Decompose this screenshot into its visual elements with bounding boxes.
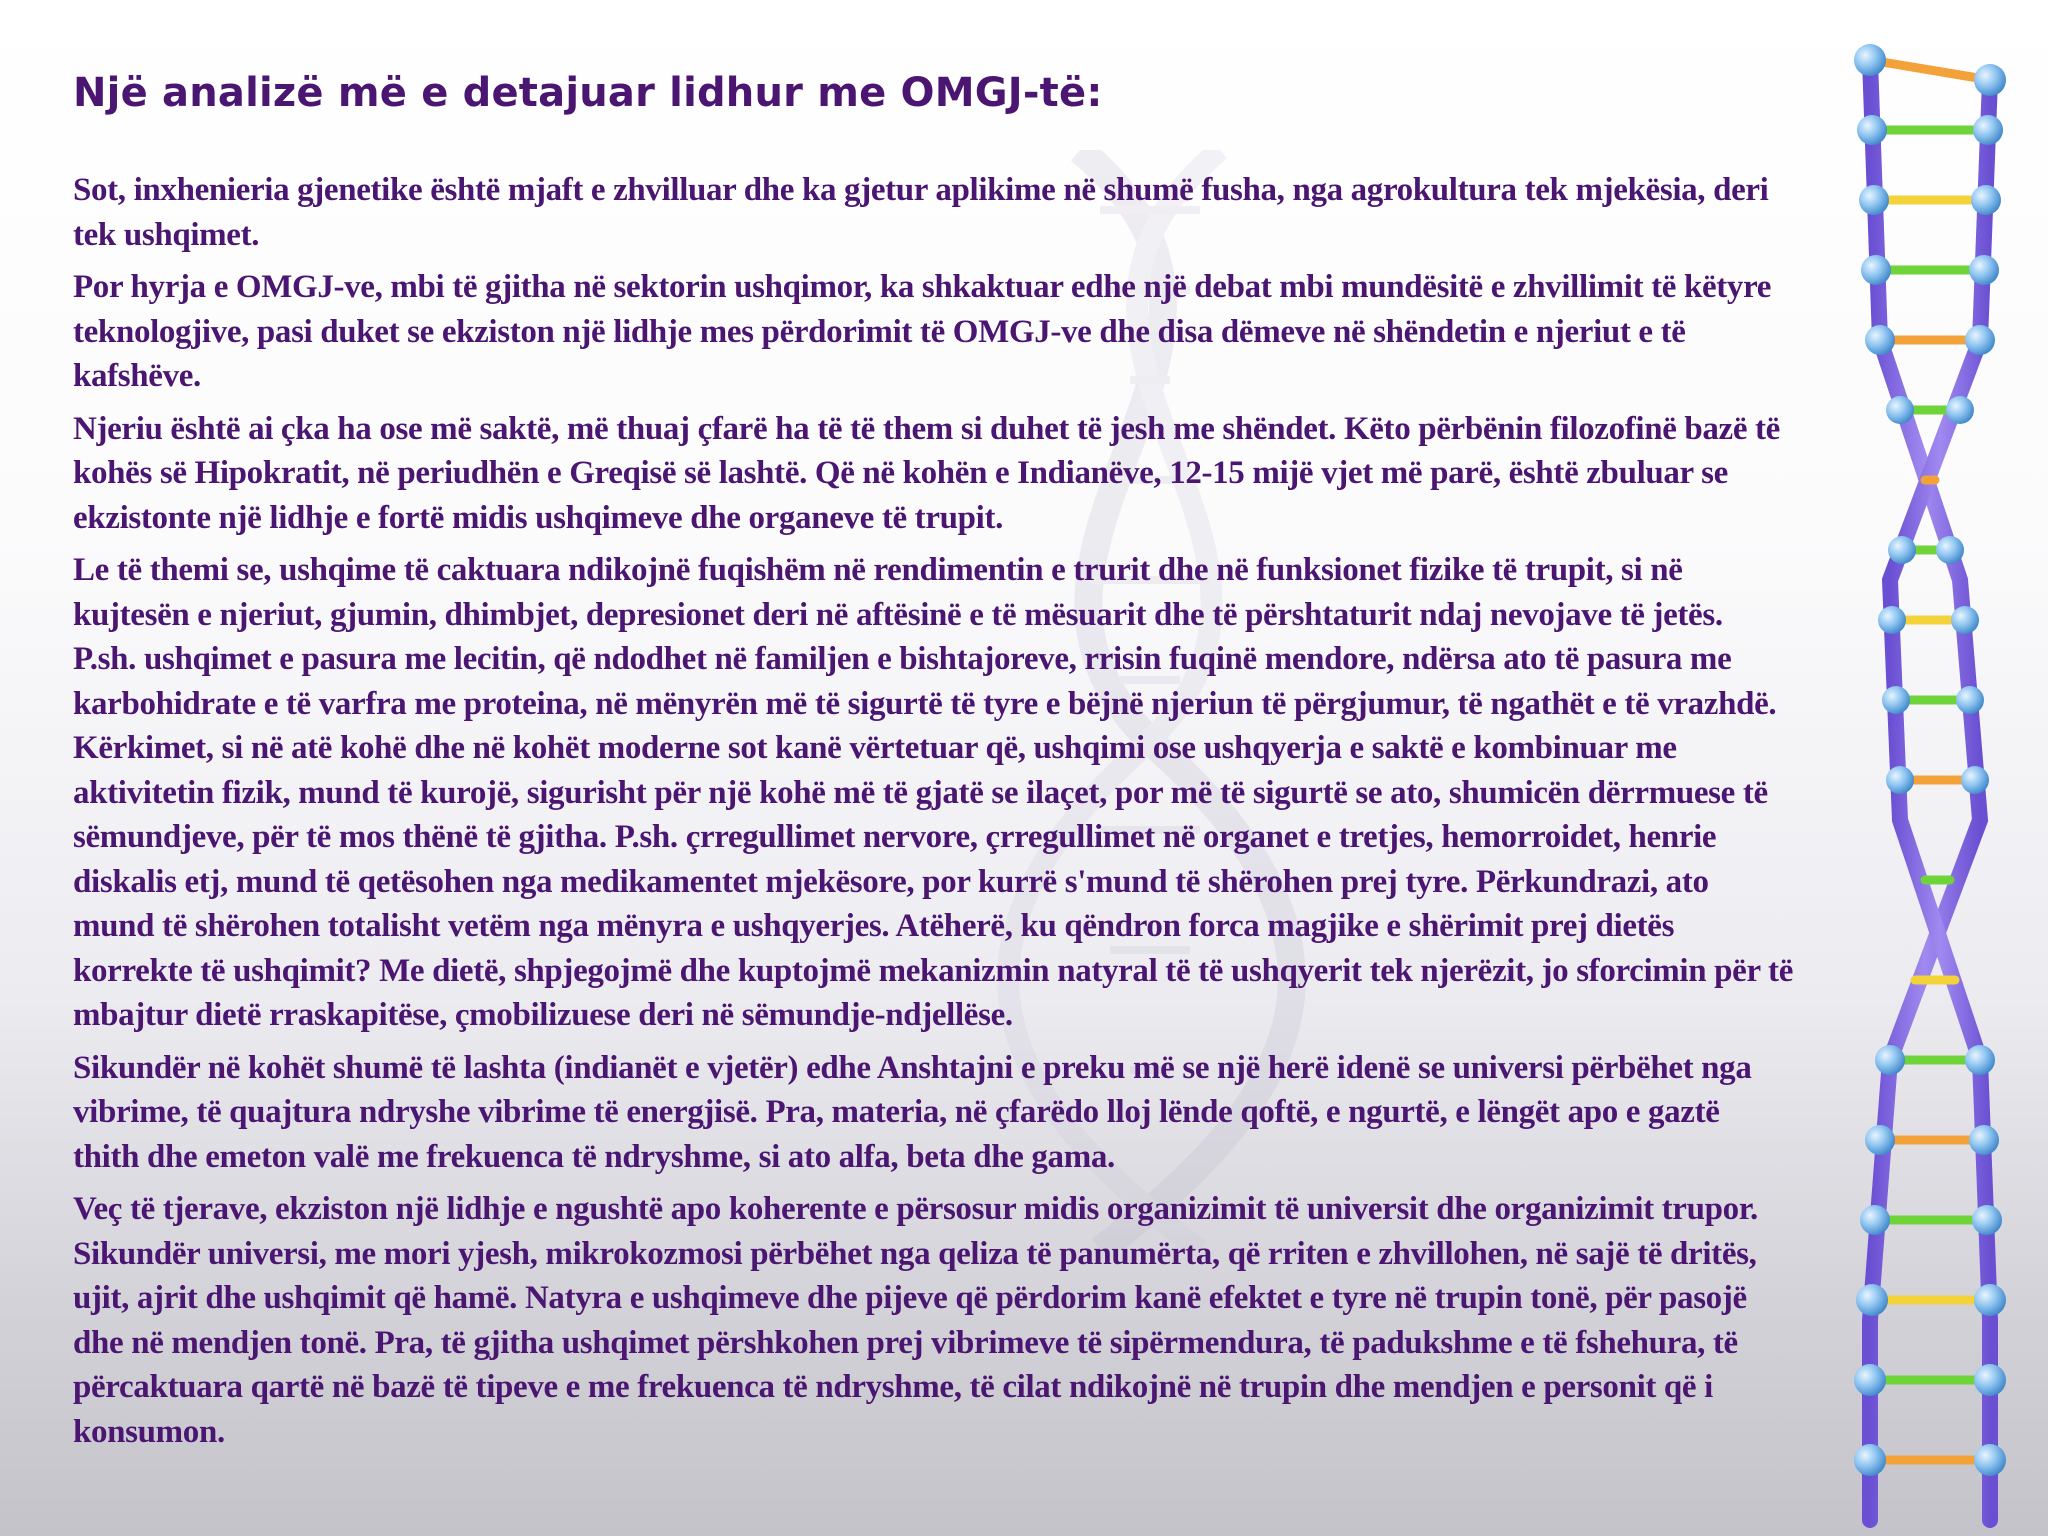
paragraph-3: Njeriu është ai çka ha ose më saktë, më thuaj çfarë ha të të them si duhet të jesh me shëndet. Këto përbënin filozofinë bazë të kohës së Hipokratit, në periudhën e Greqisë së lashtë. Që në kohën e Indianëve, 12-15 mijë vjet më parë, është zbuluar se ekzistonte një lidhje e fortë midis ushqimeve dhe organeve të trupit. bbox=[73, 410, 1780, 536]
paragraph-5: Sikundër në kohët shumë të lashta (indianët e vjetër) edhe Anshtajni e preku më se një herë idenë se universi përbëhet nga vibrime, të quajtura ndryshe vibrime të energjisë. Pra, materia, në çfarëdo lloj lënde qoftë, e ngurtë, e lëngët apo e gaztë thith dhe emeton valë me frekuenca të ndryshme, si ato alfa, beta dhe gama. bbox=[73, 1049, 1752, 1175]
paragraph-4: Le të themi se, ushqime të caktuara ndikojnë fuqishëm në rendimentin e trurit dhe në funksionet fizike të trupit, si në kujtesën e njeriut, gjumin, dhimbjet, depresionet deri në aftësinë e të mësuarit dhe të përshtaturit ndaj nevojave të jetës. P.sh. ushqimet e pasura me lecitin, që ndodhet në familjen e bishtajoreve, rrisin fuqinë mendore, ndërsa ato të pasura me karbohidrate e të varfra me proteina, në mënyrën më të sigurtë të tyre e bëjnë njeriun të përgjumur, të ngathët e të vrazhdë. Kërkimet, si në atë kohë dhe në kohët moderne sot kanë vërtetuar që, ushqimi ose ushqyerja e saktë e kombinuar me aktivitetin fizik, mund të kurojë, sigurisht për një kohë më të gjatë se ilaçet, por më të sigurtë se ato, shumicën dërrmuese të sëmundjeve, për të mos thënë të gjitha. P.sh. çrregullimet nervore, çrregullimet në organet e tretjes, hemorroidet, henrie diskalis etj, mund të qetësohen nga medikamentet mjekësore, por kurrë s'mund të shërohen prej tyre. Përkundrazi, ato mund të shërohen totalisht vetëm nga mënyra e ushqyerjes. Atëherë, ku qëndron forca magjike e shërimit prej dietës korrekte të ushqimit? Me dietë, shpjegojmë dhe kuptojmë mekanizmin natyral të të ushqyerit tek njerëzit, jo sforcimin për të mbajtur dietë rraskapitëse, çmobilizuese deri në sëmundje-ndjellëse. bbox=[73, 552, 1793, 1033]
paragraph-1: Sot, inxhenieria gjenetike është mjaft e zhvilluar dhe ka gjetur aplikime në shumë fusha, nga agrokultura tek mjekësia, deri tek ushqimet. bbox=[73, 172, 1769, 253]
page-title: Një analizë më e detajuar lidhur me OMGJ-të: bbox=[73, 70, 1103, 116]
paragraph-6: Veç të tjerave, ekziston një lidhje e ngushtë apo koherente e përsosur midis organizimit të universit dhe organizimit trupor. Sikundër universi, me mori yjesh, mikrokozmosi përbëhet nga qeliza të panumërta, që rriten e zhvillohen, në sajë të dritës, ujit, ajrit dhe ushqimit që hamë. Natyra e ushqimeve dhe pijeve që përdorim kanë efektet e tyre në trupin tonë, për pasojë dhe në mendjen tonë. Pra, të gjitha ushqimet përshkohen prej vibrimeve të sipërmendura, të padukshme e të fshehura, të përcaktuara qartë në bazë të tipeve e me frekuenca të ndryshme, të cilat ndikojnë në trupin dhe mendjen e personit që i konsumon. bbox=[73, 1191, 1758, 1450]
paragraph-2: Por hyrja e OMGJ-ve, mbi të gjitha në sektorin ushqimor, ka shkaktuar edhe një debat mbi mundësitë e zhvillimit të këtyre teknologjive, pasi duket se ekziston një lidhje mes përdorimit të OMGJ-ve dhe disa dëmeve në shëndetin e njeriut e të kafshëve. bbox=[73, 269, 1772, 394]
dna-helix-image bbox=[1830, 20, 2040, 1536]
body-text bbox=[73, 168, 1793, 1462]
